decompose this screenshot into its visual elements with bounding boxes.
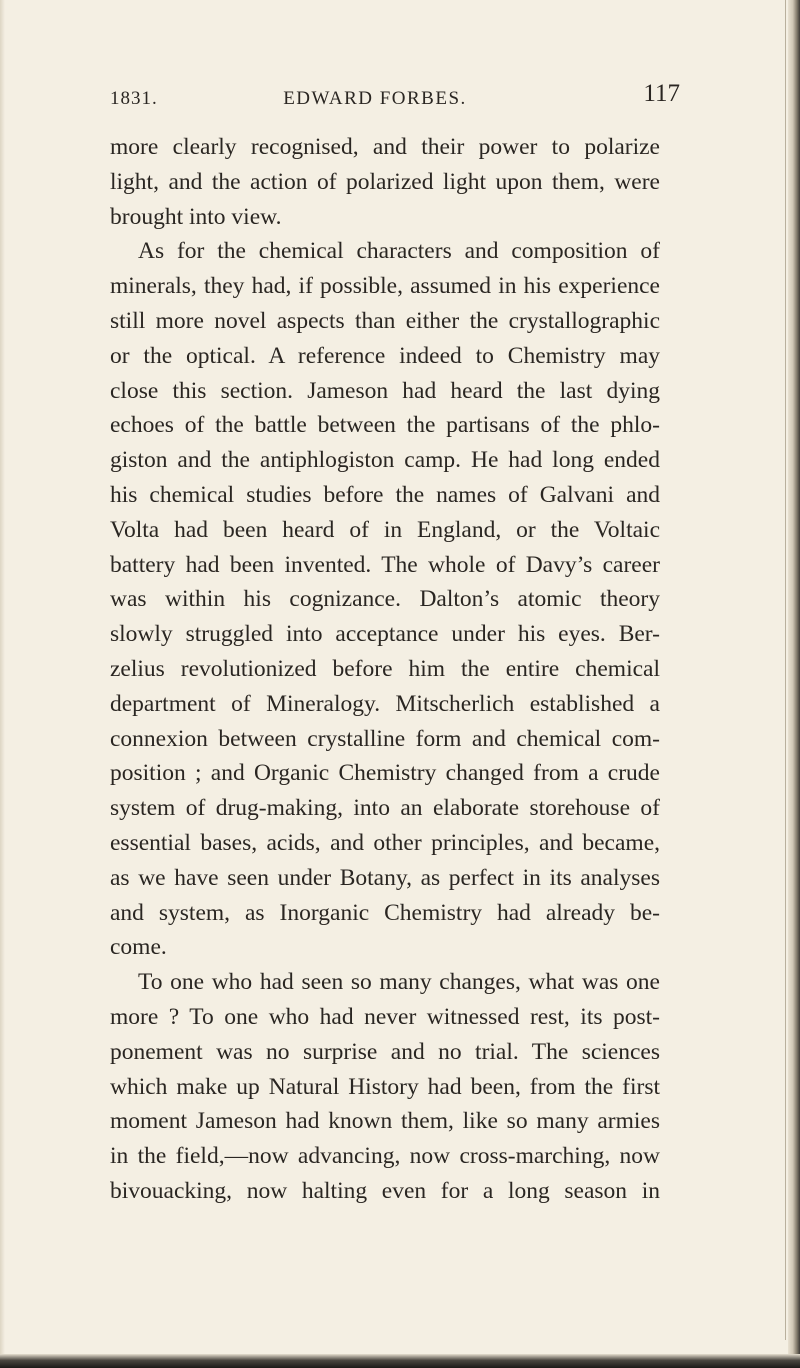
page-left-edge [0, 0, 5, 1368]
text-line: minerals, they had, if possible, assumed in his experience [110, 273, 660, 300]
text-line: bivouacking, now halting even for a long season in [110, 1177, 660, 1204]
text-line: was within his cognizance. Dalton’s atomic theory [110, 586, 660, 613]
text-line: more ? To one who had never witnessed rest, its post- [110, 1003, 660, 1030]
text-line: or the optical. A reference indeed to Chemistry may [110, 342, 660, 369]
text-line: battery had been invented. The whole of Davy’s career [110, 551, 660, 578]
text-line: zelius revolutionized before him the entire chemical [110, 655, 660, 682]
text-line: ponement was no surprise and no trial. The sciences [110, 1038, 660, 1065]
page-right-edge [788, 0, 800, 1368]
text-line: light, and the action of polarized light upon them, were [110, 168, 660, 195]
text-line: position ; and Organic Chemistry changed from a crude [110, 760, 660, 787]
text-line: moment Jameson had known them, like so many armies [110, 1108, 660, 1135]
text-line: essential bases, acids, and other principles, and became, [110, 829, 660, 856]
text-line: as we have seen under Botany, as perfect in its analyses [110, 864, 660, 891]
text-line: connexion between crystalline form and chemical com- [110, 725, 660, 752]
running-head-year: 1831. [110, 88, 158, 109]
running-head-title: EDWARD FORBES. [283, 88, 467, 109]
text-line: Volta had been heard of in England, or the Voltaic [110, 516, 660, 543]
text-line: in the field,—now advancing, now cross-marching, now [110, 1143, 660, 1170]
text-line: system of drug-making, into an elaborate storehouse of [110, 795, 660, 822]
text-line: his chemical studies before the names of Galvani and [110, 481, 660, 508]
text-line: To one who had seen so many changes, what was one [138, 969, 660, 996]
text-line: which make up Natural History had been, from the first [110, 1073, 660, 1100]
page-fold-line [785, 0, 786, 1340]
text-line: echoes of the battle between the partisans of the phlo- [110, 412, 660, 439]
text-line: slowly struggled into acceptance under his eyes. Ber- [110, 621, 660, 648]
text-line: and system, as Inorganic Chemistry had already be- [110, 899, 660, 926]
text-line: giston and the antiphlogiston camp. He had long ended [110, 447, 660, 474]
text-line: more clearly recognised, and their power to polarize [110, 134, 660, 160]
text-line: come. [110, 934, 167, 961]
text-line: still more novel aspects than either the crystallographic [110, 307, 660, 334]
running-head [110, 80, 680, 116]
page-bottom-edge [0, 1354, 800, 1368]
text-line: department of Mineralogy. Mitscherlich established a [110, 690, 660, 717]
text-line: close this section. Jameson had heard the last dying [110, 377, 660, 404]
body-text [110, 130, 660, 1209]
page-number: 117 [643, 80, 680, 107]
text-line: brought into view. [110, 203, 282, 230]
text-line: As for the chemical characters and composition of [138, 238, 660, 265]
